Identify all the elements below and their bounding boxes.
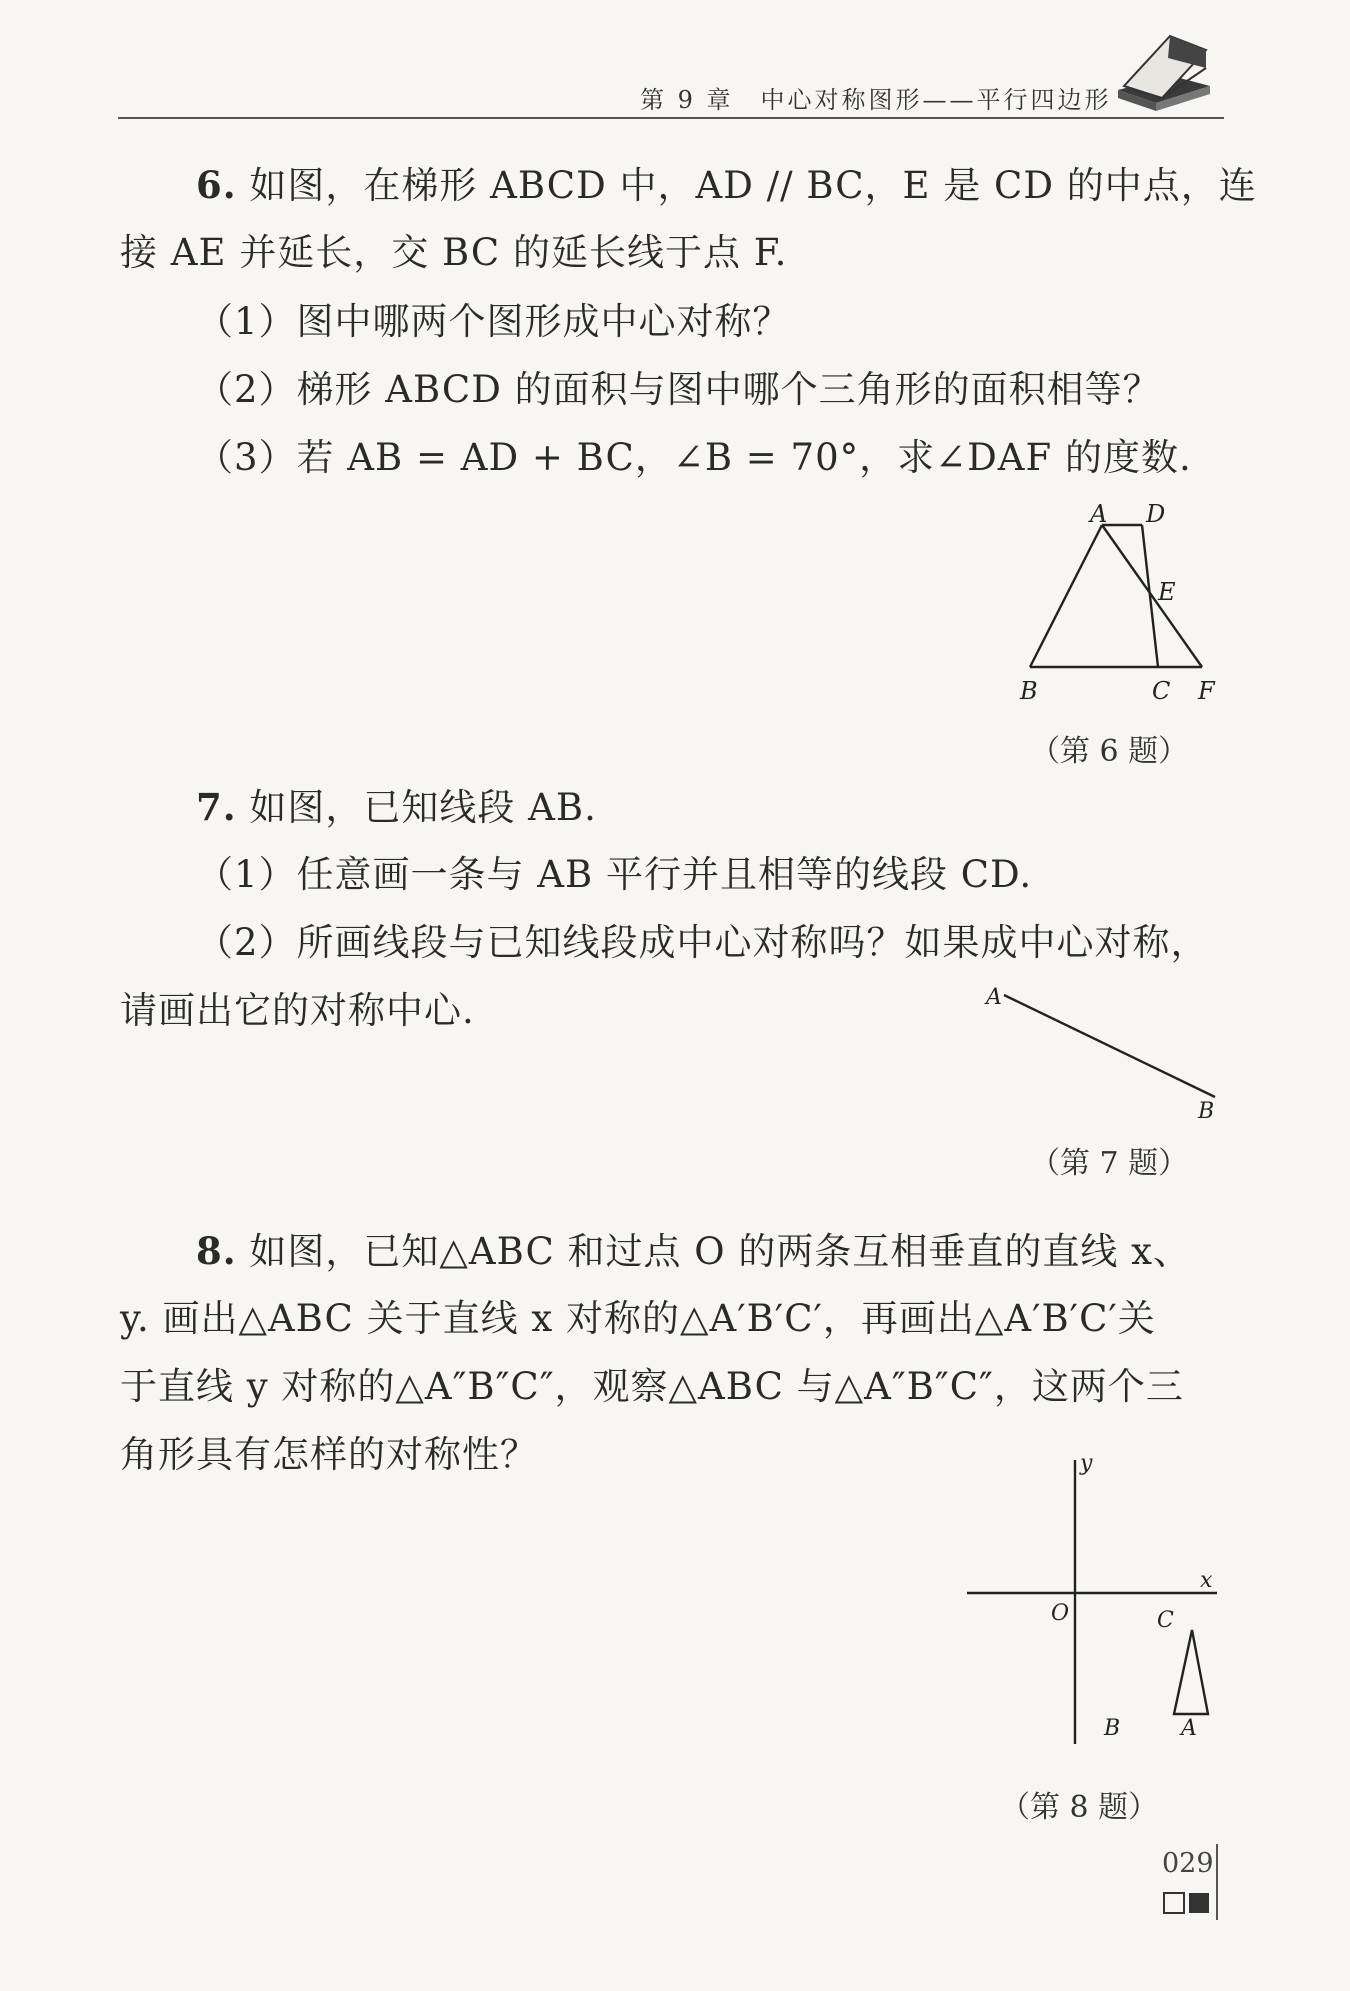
figure-6-label-b: B (1020, 677, 1038, 705)
figure-6-label-a: A (1090, 500, 1108, 528)
figure-8-label-o: O (1051, 1601, 1070, 1626)
figure-6-label-f: F (1198, 677, 1215, 705)
problem-8-text-1: 如图，已知△ABC 和过点 O 的两条互相垂直的直线 x、 (249, 1230, 1192, 1273)
problem-7-number: 7. (196, 785, 237, 829)
problem-6-part-3: （3）若 AB = AD + BC，∠B = 70°，求∠DAF 的度数. (196, 436, 1192, 479)
figure-8-label-y: y (1080, 1451, 1093, 1476)
problem-8-number: 8. (196, 1229, 237, 1273)
figure-6-trapezoid (1000, 495, 1230, 705)
figure-8-axes-triangle (955, 1450, 1230, 1750)
figure-6-label-c: C (1152, 677, 1171, 705)
book-icon (1110, 28, 1220, 113)
running-header: 第 9 章 中心对称图形——平行四边形 (640, 86, 1112, 114)
problem-6-number: 6. (196, 163, 237, 207)
page-number-rule (1216, 1844, 1218, 1920)
problem-6-part-2: （2）梯形 ABCD 的面积与图中哪个三角形的面积相等？ (196, 368, 1161, 411)
problem-8-line-3: 于直线 y 对称的△A″B″C″，观察△ABC 与△A″B″C″，这两个三 (120, 1365, 1184, 1408)
figure-8-caption: （第 8 题） (1000, 1790, 1159, 1825)
problem-7-line-1 (196, 773, 1306, 842)
page-number: 029 (1162, 1848, 1214, 1879)
figure-7-segment (970, 975, 1230, 1125)
figure-6-label-d: D (1146, 500, 1166, 528)
problem-7-part-2: （2）所画线段与已知线段成中心对称吗？如果成中心对称， (196, 921, 1209, 964)
figure-7-label-b: B (1198, 1099, 1215, 1124)
page-marker-icon (1162, 1890, 1214, 1916)
problem-8-line-4: 角形具有怎样的对称性？ (120, 1433, 538, 1476)
figure-6-caption: （第 6 题） (1030, 734, 1189, 769)
figure-8-label-a: A (1181, 1716, 1197, 1741)
problem-7-text-1: 如图，已知线段 AB. (249, 786, 597, 829)
problem-8-line-2: y. 画出△ABC 关于直线 x 对称的△A′B′C′，再画出△A′B′C′关 (120, 1297, 1156, 1340)
figure-8-label-b: B (1104, 1716, 1121, 1741)
header-rule (118, 117, 1224, 119)
problem-6-line-1 (196, 151, 1306, 220)
figure-6-label-e: E (1158, 578, 1176, 606)
figure-8-label-c: C (1157, 1608, 1174, 1633)
figure-7-caption: （第 7 题） (1030, 1146, 1189, 1181)
problem-7-continuation: 请画出它的对称中心. (120, 989, 475, 1032)
figure-7-label-a: A (986, 985, 1002, 1010)
problem-6-text-1: 如图，在梯形 ABCD 中，AD // BC，E 是 CD 的中点，连 (249, 164, 1257, 207)
problem-6-part-1: （1）图中哪两个图形成中心对称？ (196, 300, 791, 343)
problem-7-part-1: （1）任意画一条与 AB 平行并且相等的线段 CD. (196, 853, 1033, 896)
problem-6-line-2: 接 AE 并延长，交 BC 的延长线于点 F. (120, 231, 788, 274)
problem-8-line-1 (196, 1217, 1306, 1286)
figure-8-label-x: x (1200, 1568, 1213, 1593)
